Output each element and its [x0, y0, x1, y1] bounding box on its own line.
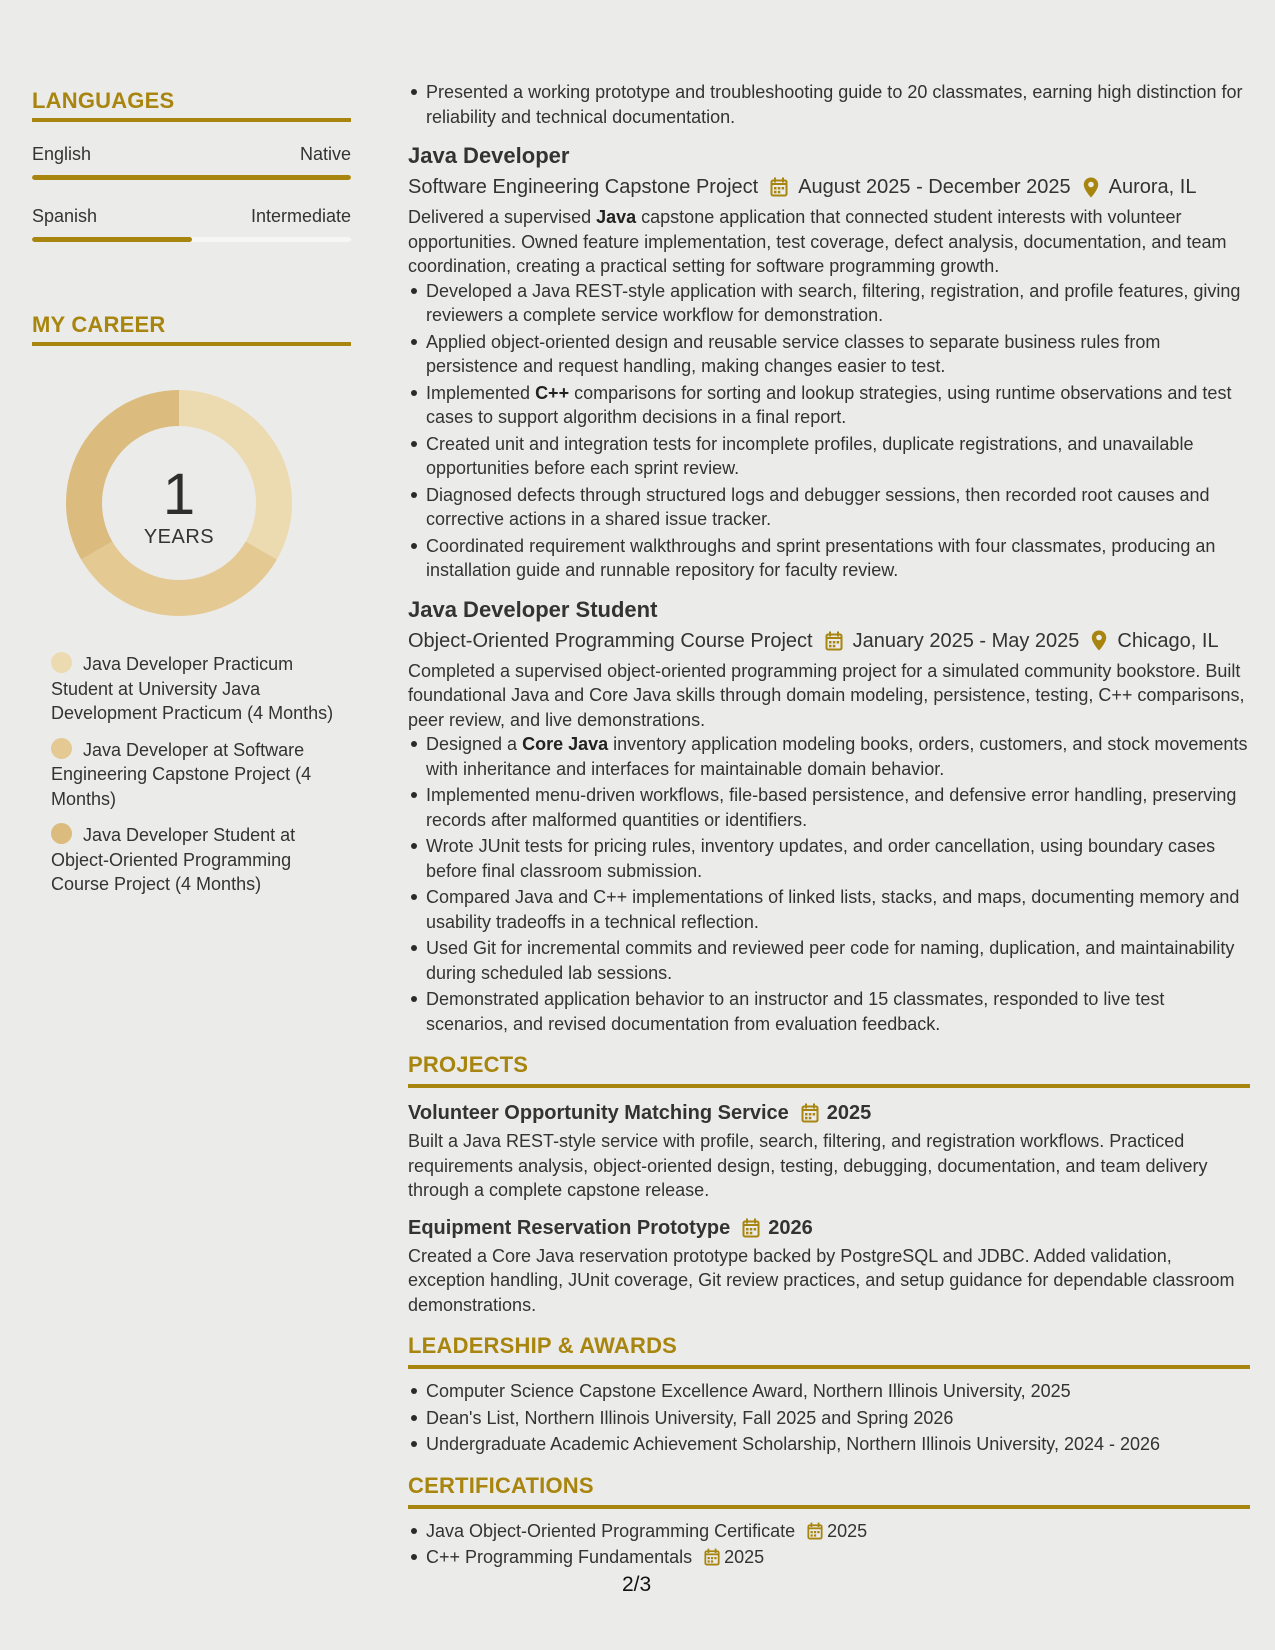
legend-dot: [51, 738, 72, 759]
career-legend: [51, 652, 341, 897]
page-number: 2/3: [622, 1573, 652, 1596]
bullet-item: Demonstrated application behavior to an instructor and 15 classmates, responded to live test scenarios, and revised documentation from evaluation feedback.: [426, 987, 1250, 1036]
map-pin-icon: [1091, 630, 1107, 651]
bullet-item: Implemented menu-driven workflows, file-based persistence, and defensive error handling, preserving records after malformed quantities or identifiers.: [426, 783, 1250, 832]
calendar-icon: [742, 1218, 760, 1238]
bullet-item: Used Git for incremental commits and reviewed peer code for naming, duplication, and maintainability during scheduled lab sessions.: [426, 936, 1250, 985]
projects-title: PROJECTS: [408, 1052, 1250, 1088]
calendar-icon: [807, 1522, 823, 1540]
language-proficiency-bar: [32, 237, 351, 242]
language-name: Spanish: [32, 206, 98, 226]
awards-title: LEADERSHIP & AWARDS: [408, 1333, 1250, 1369]
project-entry: [408, 1213, 1250, 1318]
legend-dot: [51, 652, 72, 673]
project-year: 2025: [826, 1102, 872, 1124]
job-entry: [408, 595, 1250, 1037]
project-year: 2026: [768, 1216, 813, 1239]
certification-year: 2025: [724, 1547, 765, 1567]
language-item: [32, 206, 351, 242]
career-title: MY CAREER: [32, 312, 351, 346]
awards-list: [408, 1379, 1250, 1457]
certification-item: [426, 1519, 1250, 1544]
calendar-icon: [770, 177, 788, 197]
job-dates: August 2025 - December 2025: [798, 176, 1071, 198]
bullet-item: Compared Java and C++ implementations of linked lists, stacks, and maps, documenting memory and usability tradeoffs in a technical reflection.: [426, 885, 1250, 934]
certifications-section: [408, 1473, 1250, 1570]
language-proficiency-fill: [32, 175, 351, 180]
certification-item: [426, 1545, 1250, 1570]
legend-dot: [51, 823, 72, 844]
map-pin-icon: [1083, 177, 1099, 198]
main-content: [408, 80, 1250, 1572]
bullet-item: Implemented C++ comparisons for sorting and lookup strategies, using runtime observations and test cases to support algorithm decisions in a final report.: [426, 381, 1250, 430]
language-name: English: [32, 144, 92, 164]
certification-name: Java Object-Oriented Programming Certificate: [426, 1520, 796, 1541]
career-legend-item: [51, 652, 341, 726]
job-description: Delivered a supervised Java capstone application that connected student interests with volunteer opportunities. Owned feature implementation, test coverage, defect analysis, documentation, and team coordination, creating a practical setting for software programming growth.: [408, 207, 1227, 276]
job-organization: Object-Oriented Programming Course Project: [408, 629, 813, 652]
project-description: Built a Java REST-style service with profile, search, filtering, and registration workflows. Practiced requirements analysis, object-oriented design, testing, debugging, documentation, and team delivery through a complete capstone release.: [408, 1131, 1208, 1200]
languages-section: [32, 88, 351, 242]
sidebar: [32, 88, 351, 909]
career-legend-item: [51, 738, 341, 812]
legend-label: Java Developer Student at Object-Oriented Programming Course Project (4 Months): [51, 825, 296, 894]
job-entry: [408, 141, 1250, 583]
career-legend-item: [51, 823, 341, 897]
job-location: Aurora, IL: [1108, 176, 1197, 198]
award-item: Undergraduate Academic Achievement Scholarship, Northern Illinois University, 2024 - 2026: [426, 1432, 1250, 1457]
certification-name: C++ Programming Fundamentals: [426, 1547, 693, 1567]
projects-section: [408, 1052, 1250, 1317]
job-title: Java Developer: [408, 143, 570, 168]
award-item: Dean's List, Northern Illinois University, Fall 2025 and Spring 2026: [426, 1406, 1250, 1431]
bullet-item: Designed a Core Java inventory application modeling books, orders, customers, and stock movements with inheritance and interfaces for maintainable domain behavior.: [426, 732, 1250, 781]
language-level: Intermediate: [250, 206, 351, 226]
job-description: Completed a supervised object-oriented programming project for a simulated community bookstore. Built foundational Java and Core Java skills through domain modeling, persistence, testing, C++ comparisons, peer review, and live demonstrations.: [408, 660, 1245, 730]
job-organization: Software Engineering Capstone Project: [408, 176, 759, 198]
language-item: [32, 144, 351, 180]
project-description: Created a Core Java reservation prototype backed by PostgreSQL and JDBC. Added validation, exception handling, JUnit coverage, Git review practices, and setup guidance for dependable classroom demonstrations.: [408, 1245, 1235, 1315]
certifications-list: [408, 1519, 1250, 1570]
bullet-item: Applied object-oriented design and reusable service classes to separate business rules from persistence and request handling, making changes easier to test.: [426, 330, 1250, 379]
job-dates: January 2025 - May 2025: [852, 629, 1080, 652]
bullet-item: Created unit and integration tests for incomplete profiles, duplicate registrations, and unavailable opportunities before each sprint review.: [426, 432, 1250, 481]
career-total-unit: YEARS: [143, 526, 215, 548]
bullet-item: Presented a working prototype and troubleshooting guide to 20 classmates, earning high distinction for reliability and technical documentation.: [426, 80, 1250, 129]
job-meta: [408, 171, 1250, 203]
language-level: Native: [299, 144, 351, 164]
project-name: Volunteer Opportunity Matching Service: [408, 1102, 789, 1124]
legend-label: Java Developer Practicum Student at University Java Development Practicum (4 Months): [51, 654, 334, 723]
job-bullets: [408, 732, 1250, 1036]
job-bullets: [408, 279, 1250, 583]
language-proficiency-bar: [32, 175, 351, 180]
certifications-title: CERTIFICATIONS: [408, 1473, 1250, 1509]
calendar-icon: [801, 1103, 819, 1123]
bullet-item: Developed a Java REST-style application with search, filtering, registration, and profile features, giving reviewers a complete service workflow for demonstration.: [426, 279, 1250, 328]
project-name: Equipment Reservation Prototype: [408, 1216, 731, 1239]
intro-bullets: [408, 80, 1250, 129]
bullet-item: Wrote JUnit tests for pricing rules, inventory updates, and order cancellation, using boundary cases before final classroom submission.: [426, 834, 1250, 883]
certification-year: 2025: [827, 1520, 868, 1541]
languages-title: LANGUAGES: [32, 88, 351, 122]
language-proficiency-fill: [32, 237, 192, 242]
career-total-number: 1: [162, 462, 196, 527]
awards-section: [408, 1333, 1250, 1457]
award-item: Computer Science Capstone Excellence Award, Northern Illinois University, 2025: [426, 1379, 1250, 1404]
bullet-item: Coordinated requirement walkthroughs and sprint presentations with four classmates, producing an installation guide and runnable repository for faculty review.: [426, 534, 1250, 583]
job-title: Java Developer Student: [408, 596, 658, 622]
job-meta: [408, 625, 1250, 657]
bullet-item: Diagnosed defects through structured logs and debugger sessions, then recorded root causes and corrective actions in a shared issue tracker.: [426, 483, 1250, 532]
calendar-icon: [704, 1548, 720, 1566]
legend-label: Java Developer at Software Engineering Capstone Project (4 Months): [51, 739, 312, 809]
project-entry: [408, 1098, 1250, 1203]
calendar-icon: [825, 631, 843, 651]
job-location: Chicago, IL: [1117, 629, 1219, 652]
career-donut-chart: [64, 388, 294, 618]
